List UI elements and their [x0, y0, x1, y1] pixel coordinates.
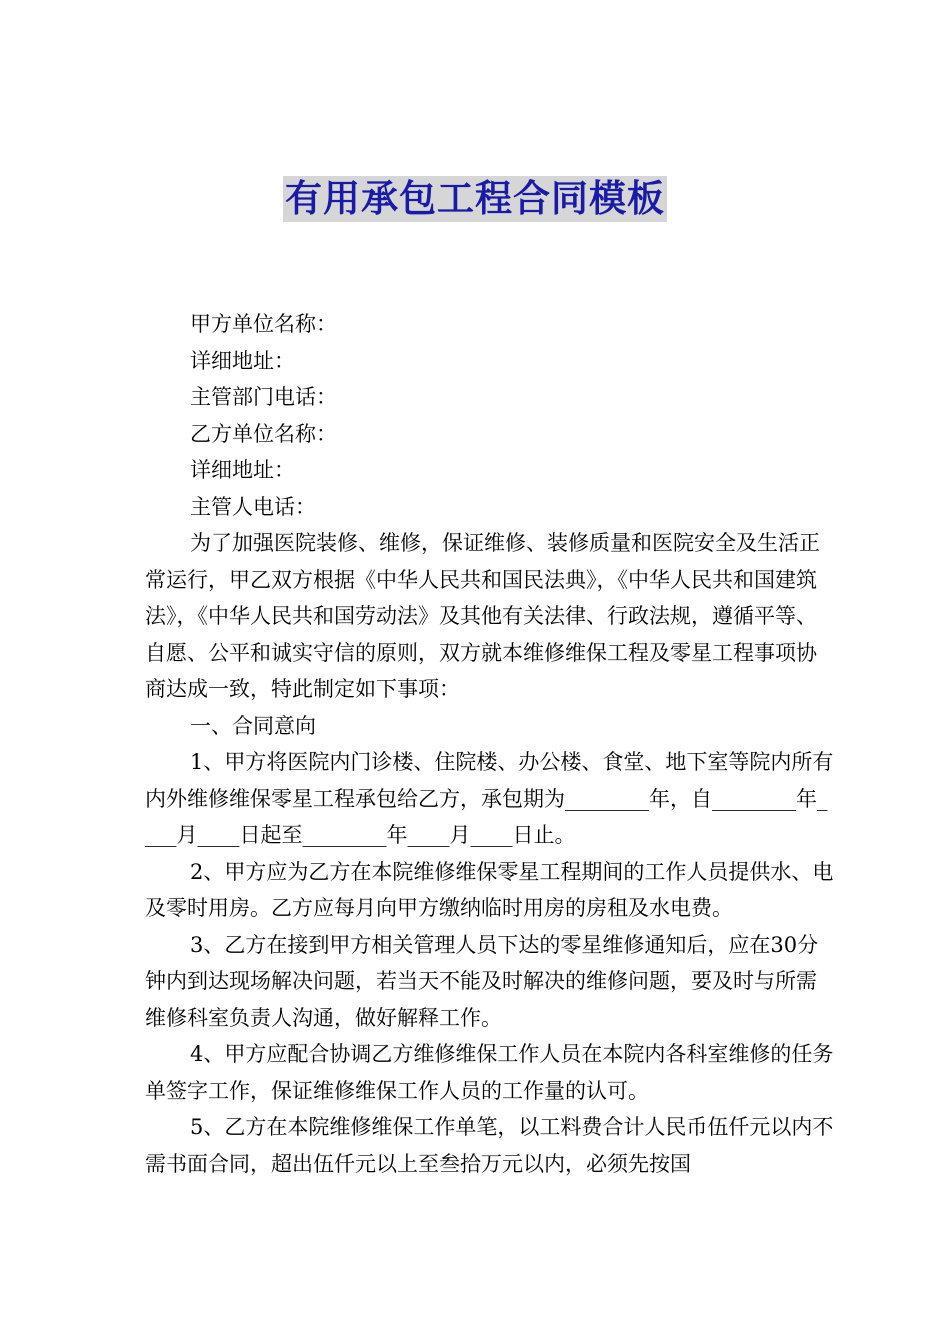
section-heading-1: 一、合同意向	[190, 713, 316, 738]
clause-4: 4、甲方应配合协调乙方维修维保工作人员在本院内各科室维修的任务单签字工作，保证维修维保工作人员的工作量的认可。	[145, 1042, 834, 1103]
title-container	[0, 176, 950, 222]
field-party-a-address: 详细地址：	[190, 348, 295, 373]
document-body	[145, 306, 835, 1182]
field-party-b-address: 详细地址：	[190, 458, 295, 482]
clause-1: 1、甲方将医院内门诊楼、住院楼、办公楼、食堂、地下室等院内所有内外维修维保零星工程承包给乙方，承包期为________年，自________年____月____日起至________年____月____日止。	[145, 750, 834, 847]
document-title: 有用承包工程合同模板	[285, 177, 665, 220]
field-party-b-name: 乙方单位名称：	[190, 421, 337, 446]
field-party-a-name: 甲方单位名称：	[190, 312, 337, 336]
field-party-b-phone: 主管人电话：	[190, 494, 316, 519]
clause-2: 2、甲方应为乙方在本院维修维保零星工程期间的工作人员提供水、电及零时用房。乙方应每月向甲方缴纳临时用房的房租及水电费。	[145, 859, 834, 920]
intro-paragraph: 为了加强医院装修、维修，保证维修、装修质量和医院安全及生活正常运行，甲乙双方根据《中华人民共和国民法典》，《中华人民共和国建筑法》，《中华人民共和国劳动法》及其他有关法律、行政法规，遵循平等、自愿、公平和诚实守信的原则，双方就本维修维保工程及零星工程事项协商达成一致，特此制定如下事项：	[145, 531, 820, 701]
clause-5: 5、乙方在本院维修维保工作单笔，以工料费合计人民币伍仟元以内不需书面合同，超出伍仟元以上至叁拾万元以内，必须先按国	[145, 1115, 834, 1176]
field-party-a-phone: 主管部门电话：	[190, 385, 337, 409]
clause-3: 3、乙方在接到甲方相关管理人员下达的零星维修通知后，应在30分钟内到达现场解决问题，若当天不能及时解决的维修问题，要及时与所需维修科室负责人沟通，做好解释工作。	[145, 932, 819, 1030]
